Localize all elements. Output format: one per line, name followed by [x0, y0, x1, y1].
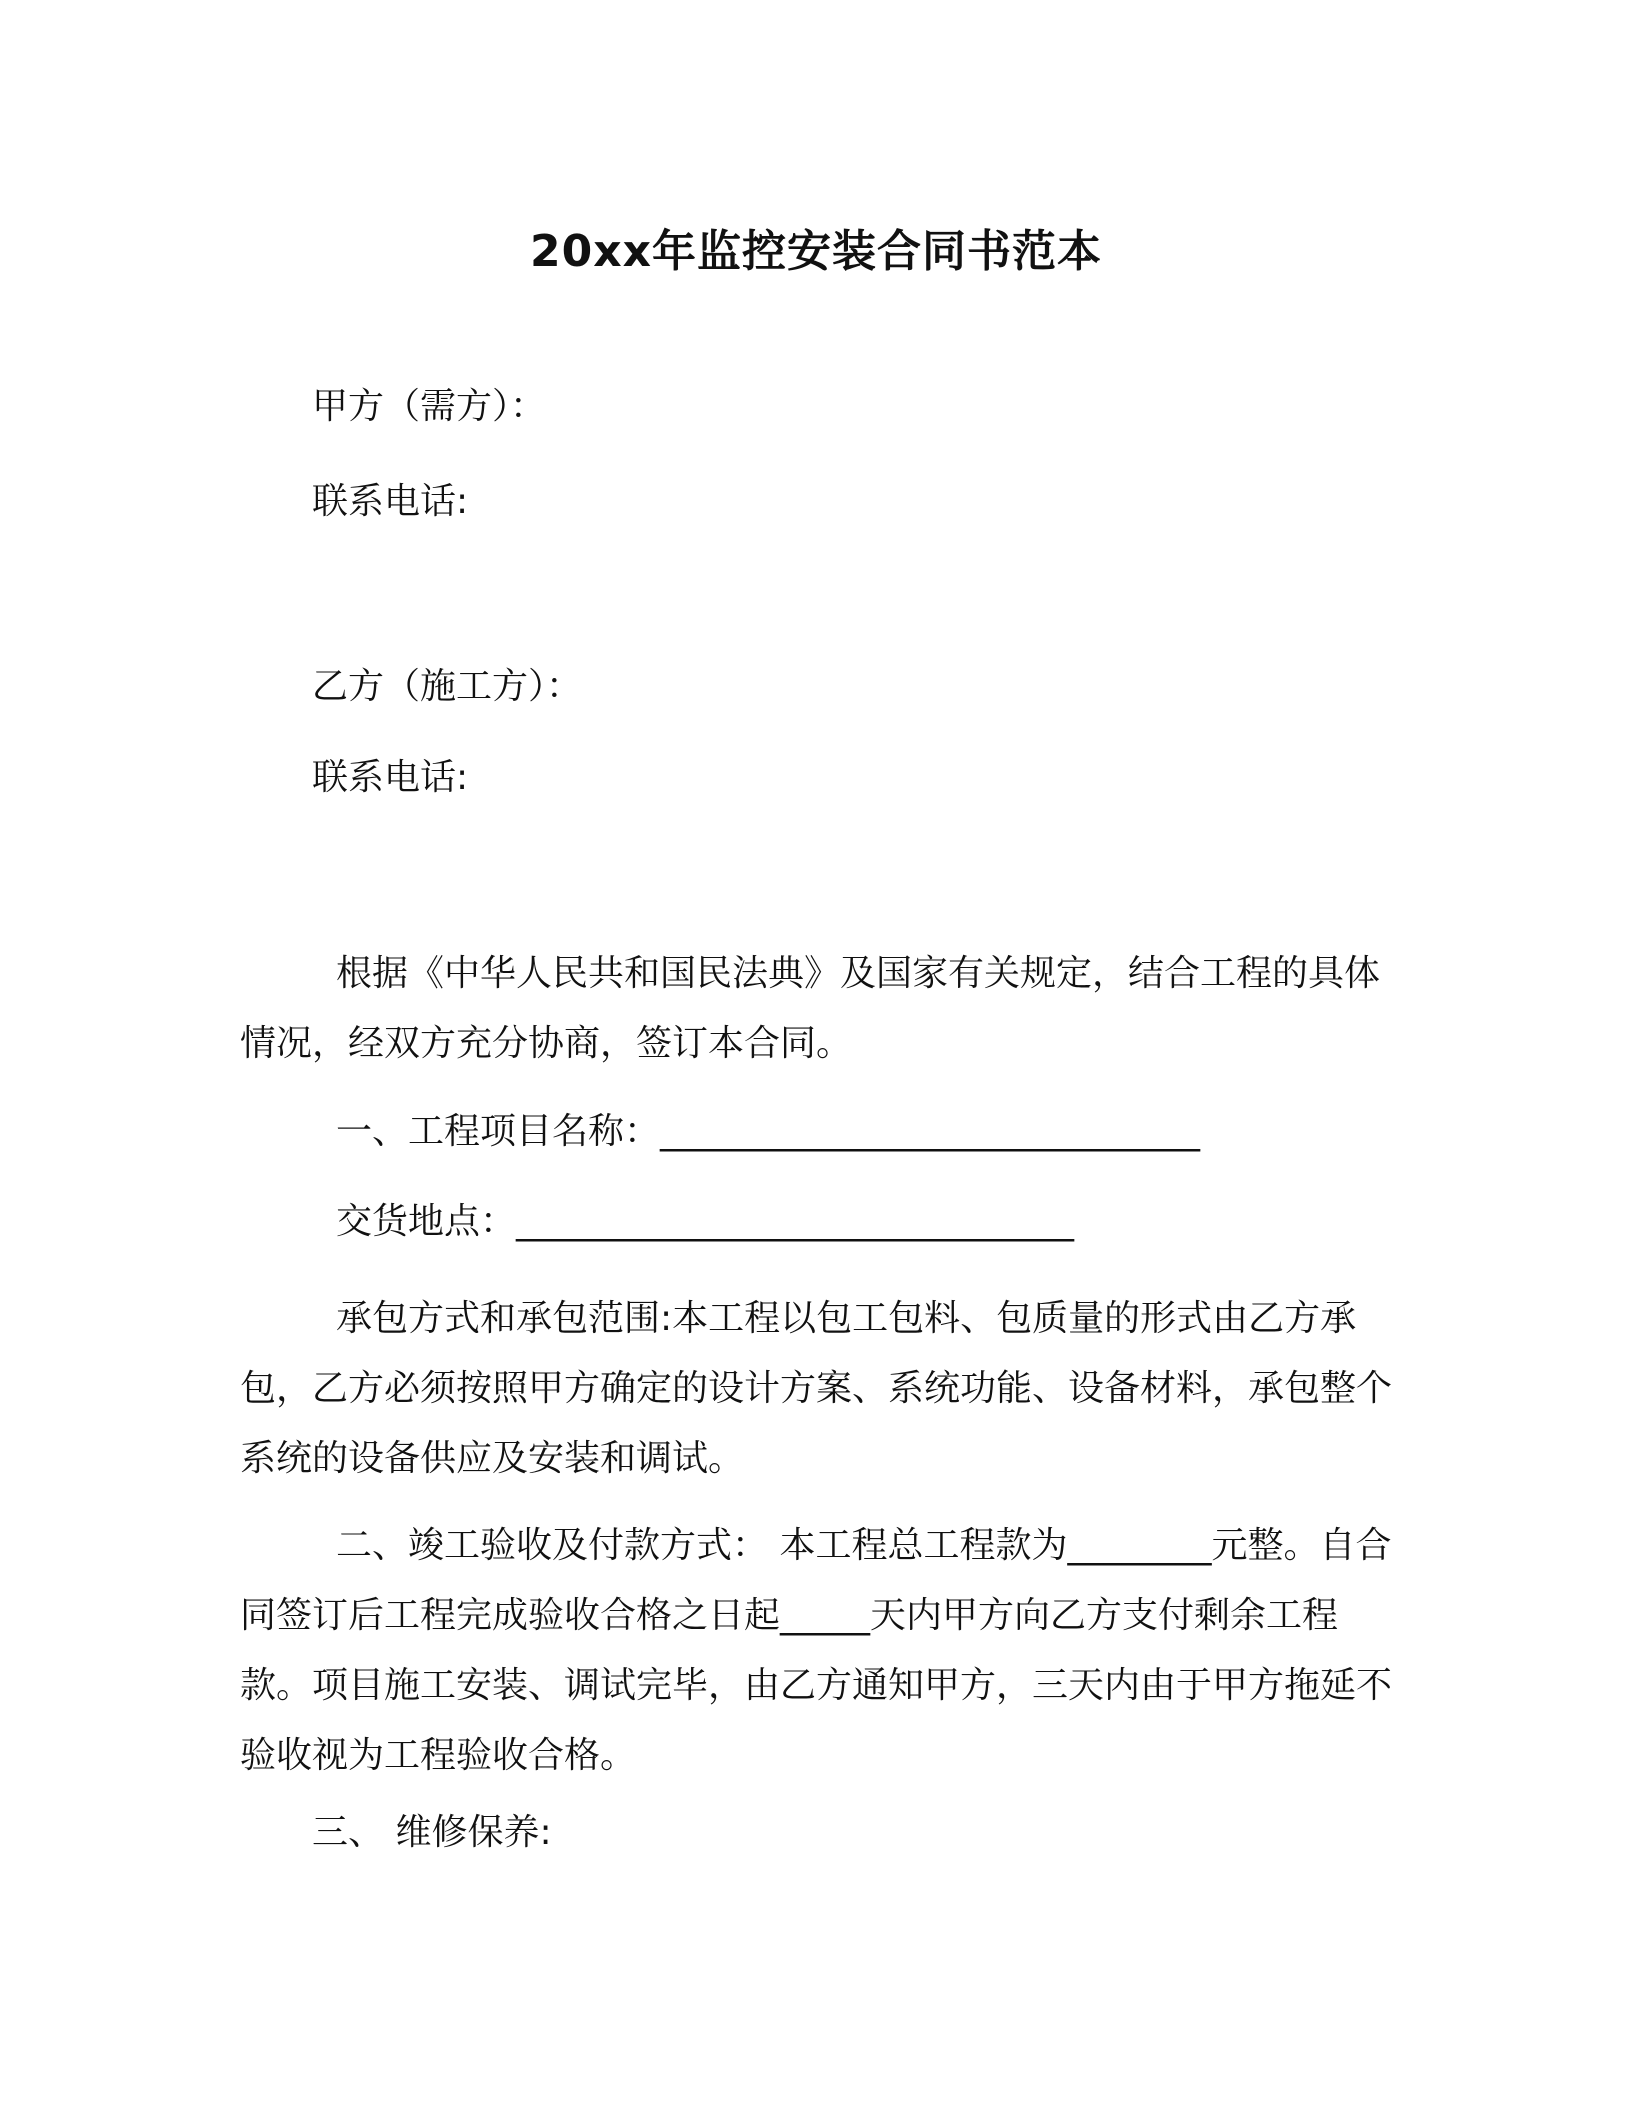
project-name-line: 一、工程项目名称：______________________________	[336, 1111, 1201, 1152]
party-a-label: 甲方（需方）：	[312, 386, 547, 427]
document-title: 20xx年监控安装合同书范本	[530, 226, 1102, 277]
party-b-label: 乙方（施工方）：	[312, 666, 583, 707]
maintenance-heading: 三、 维修保养:	[312, 1812, 552, 1853]
intro-paragraph: 根据《中华人民共和国民法典》及国家有关规定，结合工程的具体情况，经双方充分协商，签订本合同。	[240, 953, 1381, 1064]
completion-payment-paragraph: 二、竣工验收及付款方式： 本工程总工程款为________元整。自合同签订后工程完成验收合格之日起_____天内甲方向乙方支付剩余工程款。项目施工安装、调试完毕，由乙方通知甲方，三天内由于甲方拖延不验收视为工程验收合格。	[240, 1525, 1393, 1776]
party-b-phone-label: 联系电话:	[312, 757, 469, 798]
delivery-location-line: 交货地点：_______________________________	[336, 1201, 1075, 1242]
party-a-phone-label: 联系电话:	[312, 481, 469, 522]
scope-paragraph: 承包方式和承包范围:本工程以包工包料、包质量的形式由乙方承包，乙方必须按照甲方确定的设计方案、系统功能、设备材料，承包整个系统的设备供应及安装和调试。	[240, 1298, 1393, 1479]
